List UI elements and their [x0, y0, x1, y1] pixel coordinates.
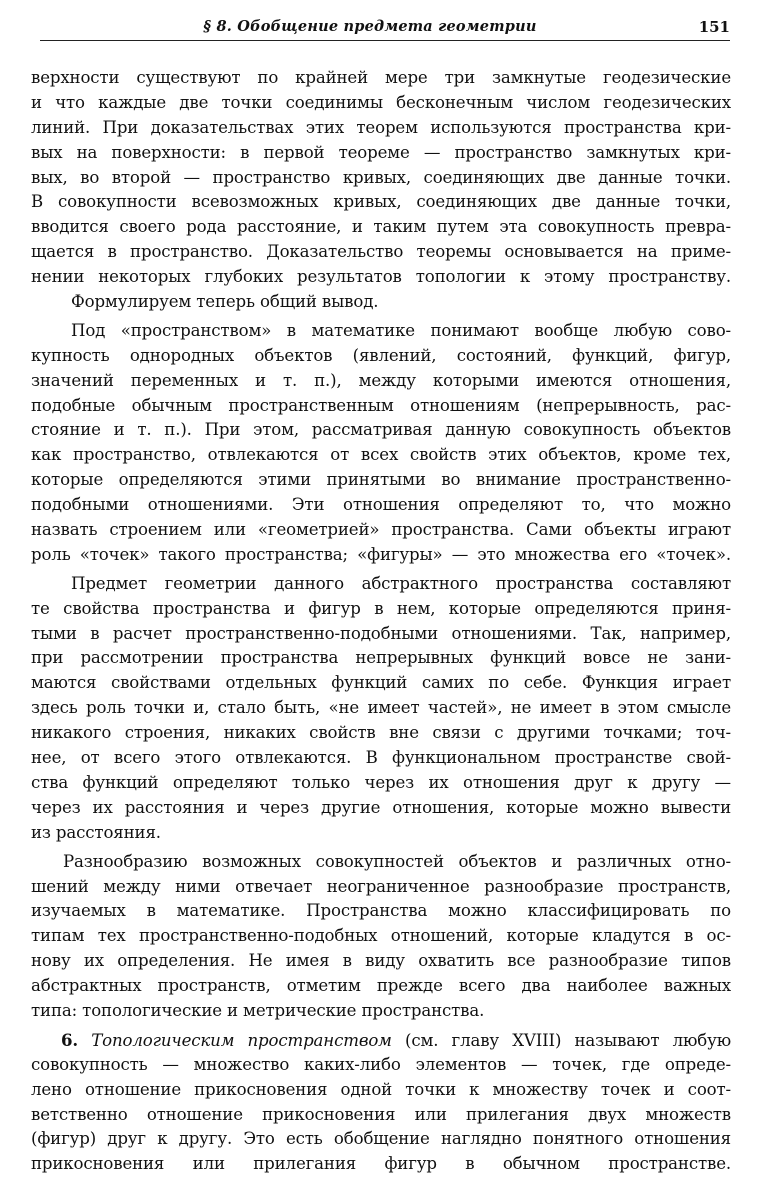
text-line: подобными отношениями. Эти отношения определяют то, что можно — [31, 495, 731, 515]
paragraph — [31, 850, 731, 1024]
text-line: при рассмотрении пространства непрерывных функций вовсе не зани- — [31, 648, 731, 668]
paragraph — [31, 66, 731, 290]
text-line: Разнообразию возможных совокупностей объектов и различных отно- — [63, 851, 731, 871]
text-line: роль «точек» такого пространства; «фигуры» — это множества его «точек». — [31, 544, 731, 564]
running-header — [40, 8, 730, 41]
body-text — [31, 66, 731, 1177]
text-line: тыми в расчет пространственно-подобными отношениями. Так, например, — [31, 623, 731, 643]
text-line: ства функций определяют только через их отношения друг к другу — — [31, 772, 731, 792]
text-line: Предмет геометрии данного абстрактного пространства составляют — [71, 573, 731, 593]
defined-term: Топологическим пространством — [91, 1030, 392, 1050]
paragraph — [31, 290, 731, 315]
text-line: В совокупности всевозможных кривых, соединяющих две данные точки, — [31, 192, 731, 212]
text-line: вводится своего рода расстояние, и таким путем эта совокупность превра- — [31, 217, 731, 237]
text-line: значений переменных и т. п.), между которыми имеются отношения, — [31, 370, 731, 390]
text-line: купность однородных объектов (явлений, состояний, функций, фигур, — [31, 345, 731, 365]
text-line: вых, во второй — пространство кривых, соединяющих две данные точки. — [31, 167, 731, 187]
text-line: верхности существуют по крайней мере три замкнутые геодезические — [31, 68, 731, 87]
text-line: Формулируем теперь общий вывод. — [71, 292, 379, 312]
page-number: 151 — [698, 18, 730, 36]
text-line: нову их определения. Не имея в виду охватить все разнообразие типов — [31, 951, 731, 971]
text-line: и что каждые две точки соединимы бесконечным числом геодезических — [31, 92, 731, 112]
text-line: изучаемых в математике. Пространства можно классифицировать по — [31, 901, 731, 921]
section-first-line — [31, 1028, 731, 1053]
text-line: как пространство, отвлекаются от всех свойств этих объектов, кроме тех, — [31, 445, 731, 465]
text-line: стояние и т. п.). При этом, рассматривая данную совокупность объектов — [31, 420, 731, 440]
text-line: вых на поверхности: в первой теореме — пространство замкнутых кри- — [31, 142, 731, 162]
text-line: типа: топологические и метрические пространства. — [31, 1000, 485, 1020]
text-line: нее, от всего этого отвлекаются. В функциональном пространстве свой- — [31, 748, 731, 768]
text-line: нении некоторых глубоких результатов топологии к этому пространству. — [31, 267, 731, 287]
text-line: маются свойствами отдельных функций самих по себе. Функция играет — [31, 673, 731, 693]
text-line: линий. При доказательствах этих теорем используются пространства кри- — [31, 117, 731, 137]
text-line: никакого строения, никаких свойств вне связи с другими точками; точ- — [31, 723, 731, 743]
text-line: типам тех пространственно-подобных отношений, которые кладутся в ос- — [31, 926, 731, 946]
text-line: лено отношение прикосновения одной точки к множеству точек и соот- — [31, 1079, 731, 1099]
text-line: те свойства пространства и фигур в нем, которые определяются приня- — [31, 598, 731, 618]
paragraph — [31, 572, 731, 846]
text-line: которые определяются этими принятыми во внимание пространственно- — [31, 470, 731, 490]
text-line: абстрактных пространств, отметим прежде всего два наиболее важных — [31, 976, 731, 996]
text-line: совокупность — множество каких-либо элементов — точек, где опреде- — [31, 1054, 731, 1074]
text-span: (см. главу XVIII) называют любую — [405, 1030, 732, 1050]
text-line: назвать строением или «геометрией» пространства. Сами объекты играют — [31, 520, 731, 540]
text-line: шений между ними отвечает неограниченное разнообразие пространств, — [31, 876, 731, 896]
text-line: подобные обычным пространственным отношениям (непрерывность, рас- — [31, 395, 731, 415]
text-line: (фигур) друг к другу. Это есть обобщение наглядно понятного отношения — [31, 1129, 731, 1149]
section-number: 6. — [61, 1029, 79, 1050]
text-line: прикосновения или прилегания фигур в обычном пространстве. — [31, 1154, 731, 1174]
text-line: из расстояния. — [31, 822, 161, 842]
running-title: § 8. Обобщение предмета геометрии — [203, 18, 537, 35]
text-line: Под «пространством» в математике понимают вообще любую сово- — [71, 320, 731, 340]
text-line: щается в пространство. Доказательство теоремы основывается на приме- — [31, 242, 731, 262]
paragraph — [31, 319, 731, 568]
text-line: через их расстояния и через другие отношения, которые можно вывести — [31, 797, 731, 817]
text-line: здесь роль точки и, стало быть, «не имеет частей», не имеет в этом смысле — [31, 698, 731, 718]
paragraph — [31, 1028, 731, 1177]
text-line: ветственно отношение прикосновения или прилегания двух множеств — [31, 1104, 731, 1124]
